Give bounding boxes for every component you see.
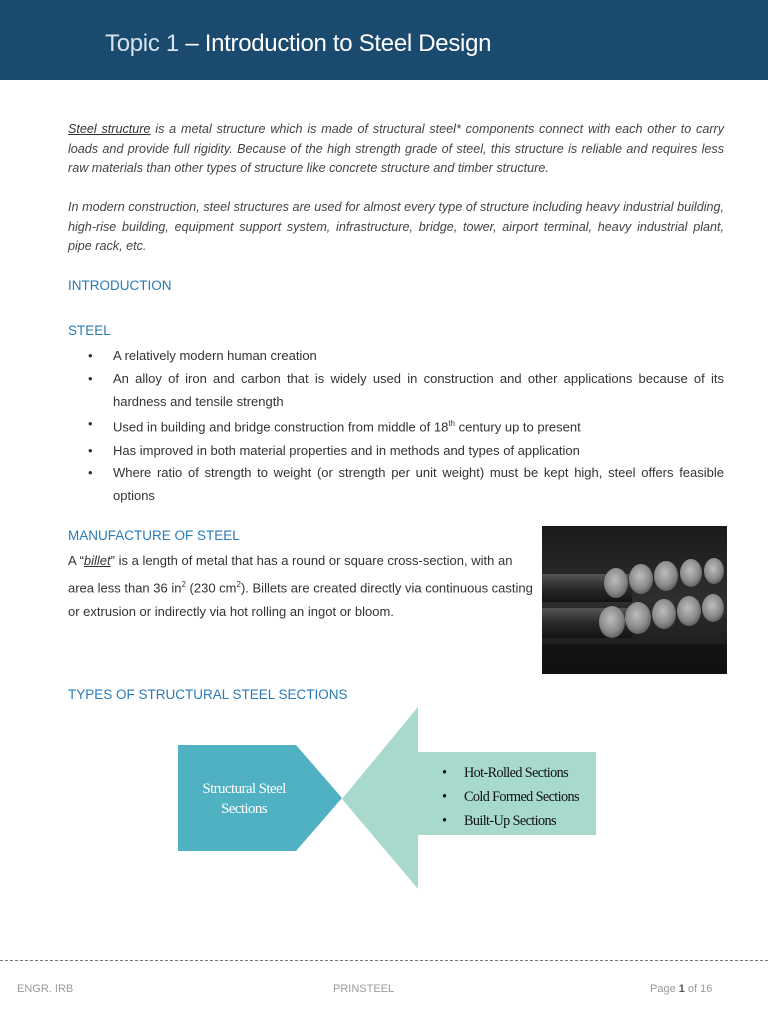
footer-page-number xyxy=(650,983,712,995)
footer-course: PRINSTEEL xyxy=(333,983,395,995)
superscript: th xyxy=(448,419,455,429)
list-item: • Where ratio of strength to weight (or strength per unit weight) must be kept high, steel offers feasible options xyxy=(88,462,724,508)
footer-page-current: 1 xyxy=(678,983,685,995)
superscript: 2 xyxy=(236,580,241,589)
list-item xyxy=(88,413,724,439)
billet-text: ” is a length of metal that has a round or square cross-section, with an area less than 36 in xyxy=(68,553,513,596)
section-heading-manufacture: MANUFACTURE OF STEEL xyxy=(68,528,240,543)
intro-paragraph-1-text: is a metal structure which is made of structural steel* components connect with each other to carry loads and provide full rigidity. Because of the high strength grade of steel, this structure is reliable and requires less raw materials than other types of structure like concrete structure and timber structure. xyxy=(68,122,725,175)
billet-text: ). Billets are created directly via continuous casting or extrusion or indirectly via hot rolling an ingot or bloom. xyxy=(68,580,533,620)
section-heading-types: TYPES OF STRUCTURAL STEEL SECTIONS xyxy=(68,687,348,702)
footer-page-total: of 16 xyxy=(684,983,713,995)
page-title xyxy=(105,30,491,58)
page-title-topic: Topic 1 xyxy=(105,30,179,57)
billet-text: A “ xyxy=(68,553,84,568)
list-item: • A relatively modern human creation xyxy=(88,345,724,368)
intro-paragraph-2: In modern construction, steel structures are used for almost every type of structure including heavy industrial building, high-rise building, equipment support system, infrastructure, bridge, tower, airport terminal, heavy industrial plant, pipe rack, etc. xyxy=(68,200,724,253)
list-item: • Has improved in both material properties and in methods and types of application xyxy=(88,440,724,463)
intro-paragraph-1 xyxy=(68,120,724,179)
steel-sections-diagram xyxy=(178,707,598,891)
list-item-text: century up to present xyxy=(454,419,581,435)
diagram-left-label: Structural Steel Sections xyxy=(202,781,286,817)
steel-billets-photo xyxy=(542,526,727,674)
billet-paragraph xyxy=(68,549,536,624)
page-title-main: – Introduction to Steel Design xyxy=(178,30,492,57)
footer-divider xyxy=(0,960,768,961)
superscript: 2 xyxy=(181,580,186,589)
intro-lead-term: Steel structure xyxy=(68,122,151,136)
list-item-text: Used in building and bridge construction from middle of 18 xyxy=(113,419,449,435)
billet-term: billet xyxy=(83,553,111,568)
section-heading-introduction: INTRODUCTION xyxy=(68,278,172,293)
list-item: • Built-Up Sections xyxy=(440,809,579,833)
section-heading-steel: STEEL xyxy=(68,323,111,338)
footer-author: ENGR. IRB xyxy=(17,983,74,995)
steel-bullet-list xyxy=(88,345,724,508)
page-header xyxy=(0,0,768,80)
list-item: • Hot-Rolled Sections xyxy=(440,761,579,785)
diagram-section-types-list xyxy=(440,761,579,833)
footer-page-label: Page xyxy=(650,983,679,995)
list-item: • Cold Formed Sections xyxy=(440,785,579,809)
billet-text: (230 cm xyxy=(185,580,237,596)
list-item: • An alloy of iron and carbon that is widely used in construction and other applications because of its hardness and tensile strength xyxy=(88,368,724,414)
